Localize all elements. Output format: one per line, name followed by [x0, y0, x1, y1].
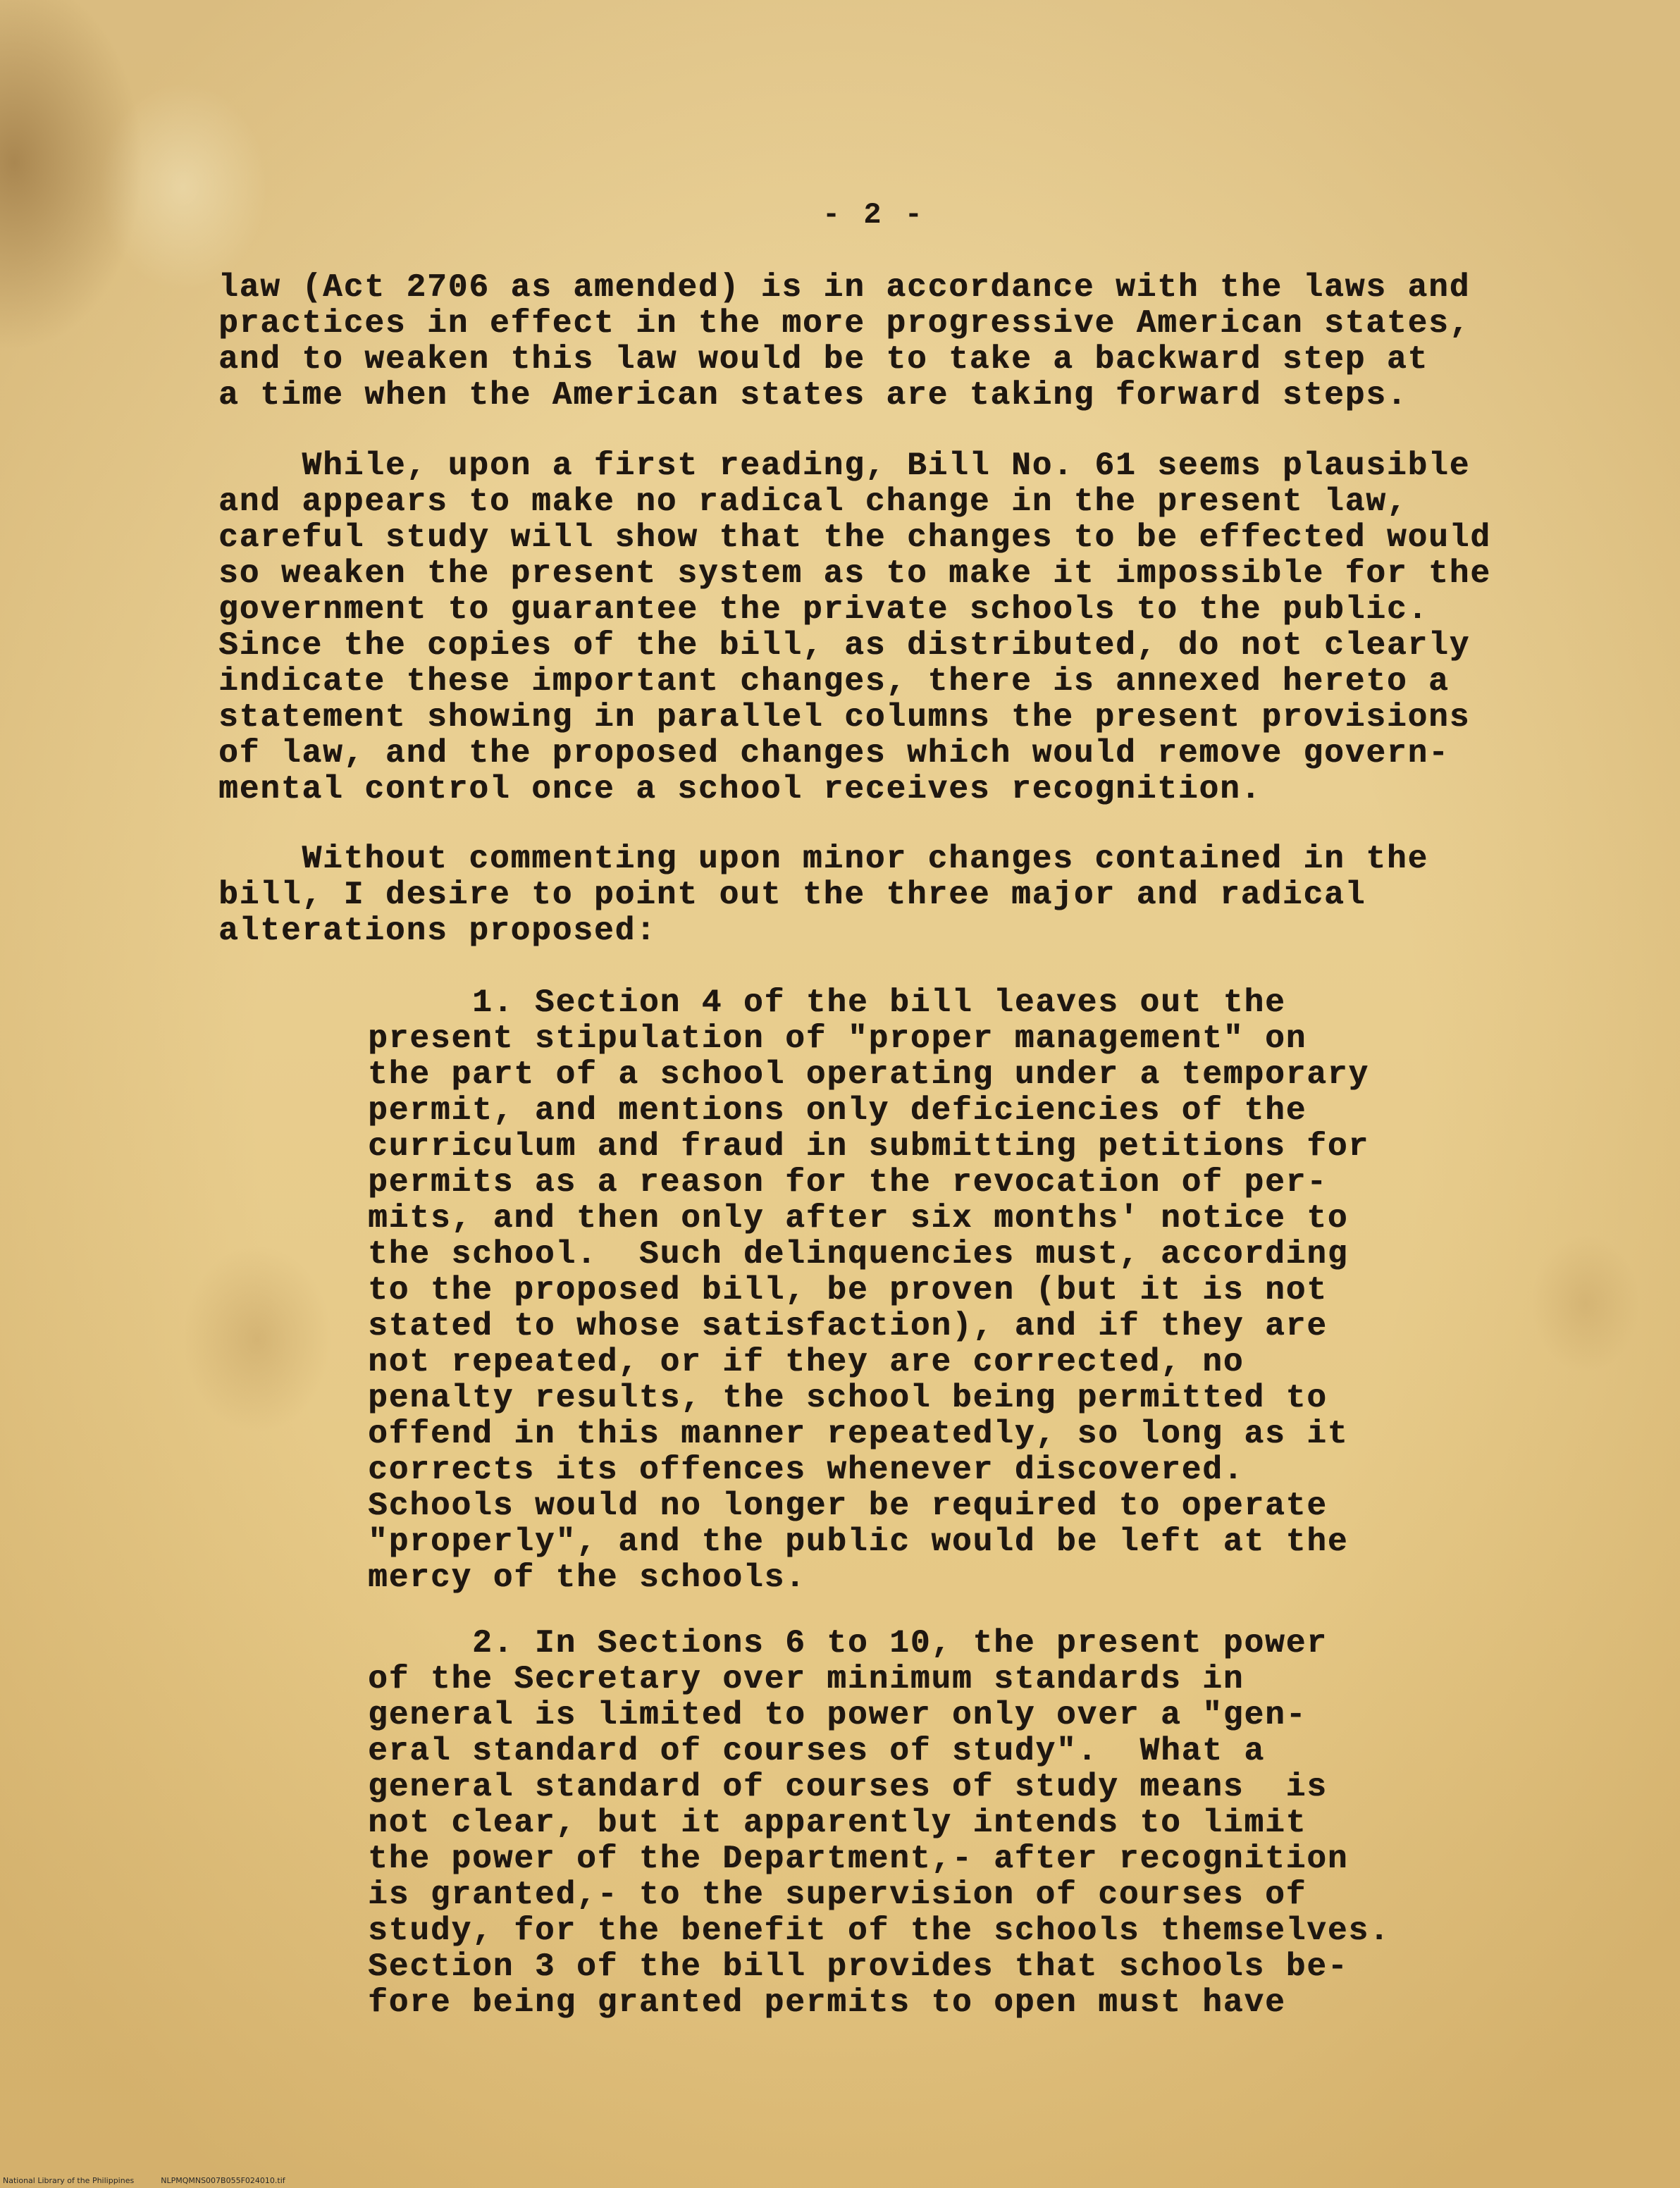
- text-line: the school. Such delinquencies must, according: [368, 1236, 1349, 1273]
- text-line: general standard of courses of study means is: [368, 1769, 1328, 1805]
- text-line: law (Act 2706 as amended) is in accordance with the laws and: [218, 269, 1471, 306]
- text-line: general is limited to power only over a "gen-: [368, 1697, 1307, 1733]
- footer-file: NLPMQMNS007B055F024010.tif: [161, 2176, 285, 2185]
- text-line: not clear, but it apparently intends to limit: [368, 1805, 1307, 1841]
- text-line: corrects its offences whenever discovered.: [368, 1452, 1244, 1488]
- text-line: permit, and mentions only deficiencies of the: [368, 1092, 1307, 1129]
- text-line: 1. Section 4 of the bill leaves out the: [368, 984, 1286, 1021]
- text-line: of the Secretary over minimum standards in: [368, 1661, 1244, 1698]
- text-line: While, upon a first reading, Bill No. 61 seems plausible: [218, 447, 1471, 484]
- list-item-sections-6-10: [368, 1626, 1390, 2021]
- text-line: bill, I desire to point out the three major and radical: [218, 877, 1366, 913]
- text-line: stated to whose satisfaction), and if they are: [368, 1308, 1328, 1345]
- page-number: - 2 -: [822, 198, 926, 232]
- text-line: "properly", and the public would be left at the: [368, 1523, 1349, 1560]
- text-line: is granted,- to the supervision of courses of: [368, 1877, 1307, 1913]
- text-line: not repeated, or if they are corrected, no: [368, 1344, 1244, 1380]
- text-line: Without commenting upon minor changes contained in the: [218, 841, 1429, 877]
- text-line: government to guarantee the private schools to the public.: [218, 591, 1429, 628]
- paragraph-act-2706: [218, 270, 1470, 414]
- text-line: 2. In Sections 6 to 10, the present power: [368, 1625, 1328, 1662]
- scan-footer: [3, 2176, 312, 2186]
- text-line: Section 3 of the bill provides that schools be-: [368, 1948, 1349, 1985]
- text-line: present stipulation of "proper management" on: [368, 1020, 1307, 1057]
- text-line: offend in this manner repeatedly, so long as it: [368, 1416, 1349, 1452]
- paragraph-bill-61: [218, 448, 1491, 808]
- text-line: permits as a reason for the revocation of per-: [368, 1164, 1328, 1201]
- text-line: a time when the American states are taking forward steps.: [218, 377, 1408, 414]
- footer-library: National Library of the Philippines: [3, 2176, 135, 2185]
- text-line: the part of a school operating under a temporary: [368, 1056, 1370, 1093]
- text-line: so weaken the present system as to make it impossible for the: [218, 555, 1491, 592]
- text-line: to the proposed bill, be proven (but it is not: [368, 1272, 1328, 1309]
- text-line: indicate these important changes, there is annexed hereto a: [218, 663, 1450, 700]
- text-line: curriculum and fraud in submitting petitions for: [368, 1128, 1370, 1165]
- text-line: the power of the Department,- after recognition: [368, 1841, 1349, 1877]
- paragraph-alterations-intro: [218, 841, 1428, 949]
- text-line: fore being granted permits to open must have: [368, 1984, 1286, 2021]
- text-line: statement showing in parallel columns the present provisions: [218, 699, 1471, 736]
- text-line: Since the copies of the bill, as distributed, do not clearly: [218, 627, 1471, 664]
- text-line: Schools would no longer be required to operate: [368, 1488, 1328, 1524]
- text-line: careful study will show that the changes to be effected would: [218, 519, 1491, 556]
- text-line: and to weaken this law would be to take a backward step at: [218, 341, 1429, 378]
- text-line: mercy of the schools.: [368, 1559, 806, 1596]
- text-line: mental control once a school receives recognition.: [218, 771, 1262, 808]
- text-line: practices in effect in the more progressive American states,: [218, 305, 1471, 342]
- text-line: study, for the benefit of the schools themselves.: [368, 1912, 1390, 1949]
- text-line: penalty results, the school being permitted to: [368, 1380, 1328, 1416]
- text-line: mits, and then only after six months' notice to: [368, 1200, 1349, 1237]
- text-line: eral standard of courses of study". What a: [368, 1733, 1265, 1769]
- text-line: and appears to make no radical change in the present law,: [218, 483, 1408, 520]
- text-line: of law, and the proposed changes which would remove govern-: [218, 735, 1450, 772]
- list-item-section-4: [368, 985, 1369, 1596]
- text-line: alterations proposed:: [218, 913, 657, 949]
